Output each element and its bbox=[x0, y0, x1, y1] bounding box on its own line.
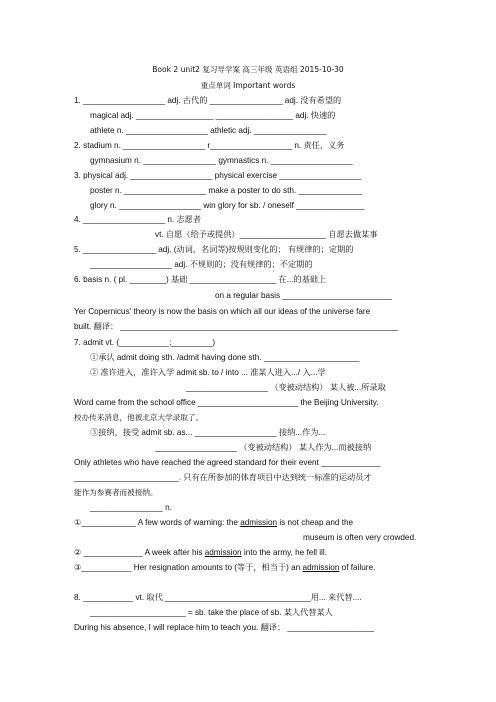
item-7-example-1-translation: 校办传来消息，他被北京大学录取了。 bbox=[74, 413, 204, 422]
item-7-sense-2-passive: __________________ （变被动结构） 某人被...所录取 bbox=[186, 383, 386, 392]
item-6-line-2: on a regular basis ________________________ bbox=[215, 291, 392, 300]
item-4-line-2: vt. 自愿（给予或提供）___________________ 自愿去做某事 bbox=[155, 230, 378, 239]
admission-keyword: admission bbox=[204, 548, 242, 557]
admission-sense-3-rest: of failure. bbox=[339, 563, 376, 572]
item-2-line-1: 2. stadium n. __________________ r__________________ n. 责任，义务 bbox=[74, 141, 345, 150]
admission-keyword: admission bbox=[302, 563, 340, 572]
item-7-sense-3: ③接纳，接受 admit sb. as... __________________ 接纳...作为... bbox=[90, 428, 326, 437]
admission-sense-3-text: ③___________ Her resignation amounts to (等于，相当于) an bbox=[74, 563, 303, 572]
item-5-line-2: __________________ adj. 不规则的；没有规律的；不定期的 bbox=[90, 260, 313, 269]
item-6-line-1: 6. basis n. ( pl. ________) 基础 ___________________ 在...的基础上 bbox=[74, 275, 327, 284]
worksheet-title: Book 2 unit2 复习导学案 高三年级 英语组 2015-10-30 bbox=[152, 65, 344, 74]
item-7-sense-2: ② 准许进入，准许入学 admit sb. to / into ... 准某人进入.../ 入...学 bbox=[90, 368, 326, 377]
item-3-line-3: glory n. __________________ win glory for sb. / oneself _______________ bbox=[90, 201, 365, 210]
item-1-line-3: athlete n. __________________ athletic adj. ________________ bbox=[90, 126, 327, 135]
admission-sense-2-text: ② _____________ A week after his bbox=[74, 548, 205, 557]
admission-sense-2-rest: into the army, he fell ill. bbox=[241, 548, 327, 557]
admission-noun-line: ________________ n. bbox=[90, 503, 172, 512]
item-7-example-2-cont: _______________________. 只有在所参加的体育项目中达到统一标准的运动员才 bbox=[74, 473, 372, 482]
item-7-example-2: Only athletes who have reached the agreed standard for their event _____________ bbox=[74, 458, 381, 467]
item-5-line-1: 5. ________________ adj. (动词，名词等)按规则变化的； 有规律的；定期的 bbox=[74, 245, 354, 254]
item-7-example-1: Word came from the school office ______________________ the Beijing University. bbox=[74, 398, 379, 407]
item-8-example: During his absence, I will replace him to teach you. 翻译： ___________________ bbox=[74, 623, 374, 632]
item-3-line-1: 3. physical adj. __________________ physical exercise __________________ bbox=[74, 171, 362, 180]
admission-sense-1 bbox=[74, 517, 353, 528]
item-8-line-2: _____________________ = sb. take the place of sb. 某人代替某人 bbox=[90, 608, 333, 617]
item-1-line-1: 1. __________________ adj. 古代的 ________________ adj. 没有希望的 bbox=[74, 96, 342, 105]
admission-sense-2 bbox=[74, 547, 327, 558]
item-3-line-2: poster n. __________________ make a poster to do sth. ______________ bbox=[90, 186, 363, 195]
item-2-line-2: gymnasium n. ________________ gymnastics n. __________________ bbox=[90, 156, 353, 165]
item-4-line-1: 4. __________________ n. 志愿者 bbox=[74, 215, 202, 224]
item-7-sense-3-passive: __________________ （变被动结构） 某人作为...而被接纳 bbox=[155, 443, 372, 452]
item-1-line-2: magical adj. _________________ _________________ adj. 快速的 bbox=[90, 111, 336, 120]
section-heading: 重点单词 Important words bbox=[200, 81, 296, 90]
translation-line: built. 翻译： _____________________________________________________________ bbox=[74, 322, 399, 331]
admission-sense-1-cont: museum is often very crowded. bbox=[303, 533, 417, 542]
admission-sense-1-rest: is not cheap and the bbox=[277, 518, 354, 527]
item-7-line-1: 7. admit vt. (___________;_________) bbox=[74, 338, 216, 347]
item-7-sense-1: ①承认 admit doing sth. /admit having done sth. _____________________ bbox=[90, 353, 360, 362]
example-sentence: Yer Copernicus' theory is now the basis on which all our ideas of the universe fare bbox=[74, 307, 371, 316]
item-8-line-1: 8. ___________ vt. 取代 ________________________________用... 来代替.... bbox=[74, 593, 362, 602]
admission-sense-1-text: ①____________ A few words of warning: the bbox=[74, 518, 241, 527]
admission-sense-3 bbox=[74, 562, 375, 573]
admission-keyword: admission bbox=[240, 518, 278, 527]
item-7-example-2-translation: 能作为参赛者而被接纳。 bbox=[74, 488, 158, 497]
